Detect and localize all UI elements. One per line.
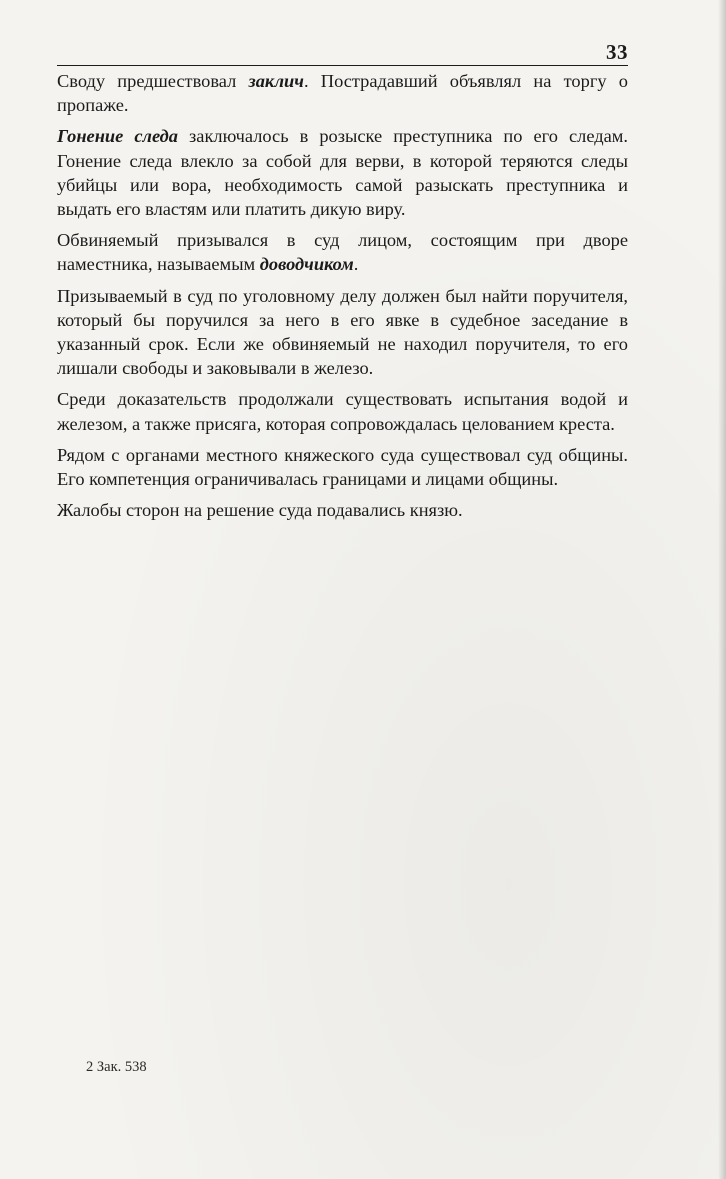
text-segment: Обвиняемый призывался в суд лицом, состоящим при дворе наместника, называемым bbox=[57, 230, 628, 275]
term-dovodchik: доводчиком bbox=[259, 254, 354, 275]
term-zaklich: заклич bbox=[248, 71, 304, 91]
page-edge-shadow bbox=[718, 0, 726, 1179]
printer-signature: 2 Зак. 538 bbox=[86, 1059, 147, 1075]
body-text bbox=[57, 69, 628, 529]
term-gonenie-sleda: Гонение следа bbox=[57, 126, 178, 147]
paragraph bbox=[57, 124, 628, 221]
text-segment: . Пострадавший объявлял на торгу о пропаже. bbox=[57, 71, 628, 116]
paragraph bbox=[57, 498, 628, 522]
text-segment: Рядом с органами местного княжеского суда существовал суд общины. Его компетенция ограничивалась границами и лицами общины. bbox=[57, 444, 628, 490]
text-segment: Жалобы сторон на решение суда подавались князю. bbox=[57, 500, 463, 521]
paragraph bbox=[57, 69, 628, 117]
text-segment: Призываемый в суд по уголовному делу должен был найти поручителя, который бы поручился за него в его явке в судебное заседание в указанный срок. Если же обвиняемый не находил поручителя, то его лишали свободы и заковывали в железо. bbox=[57, 285, 628, 379]
text-segment: заключалось в розыске преступника по его следам. Гонение следа влекло за собой для верви, в которой теряются следы убийцы или вора, необходимость самой разыскать преступника и выдать его властям или платить дикую виру. bbox=[57, 126, 628, 220]
text-segment: Своду предшествовал bbox=[57, 71, 249, 91]
text-segment: . bbox=[353, 254, 359, 275]
header-rule bbox=[57, 65, 628, 66]
paragraph bbox=[57, 387, 628, 435]
paragraph bbox=[57, 284, 628, 381]
text-segment: Среди доказательств продолжали существовать испытания водой и железом, а также присяга, которая сопровождалась целованием креста. bbox=[57, 389, 628, 434]
paragraph bbox=[57, 443, 628, 491]
page-number: 33 bbox=[606, 40, 628, 64]
paragraph bbox=[57, 228, 628, 276]
